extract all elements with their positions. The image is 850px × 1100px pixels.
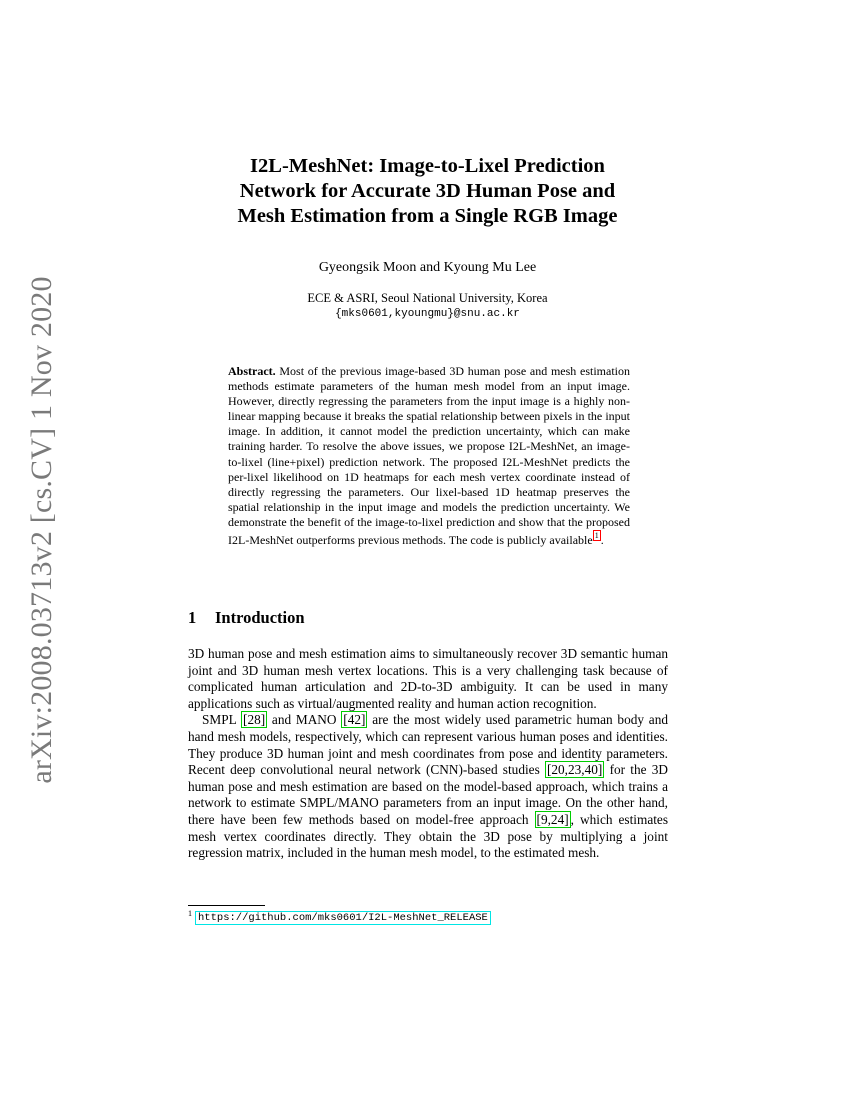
p2-text-4: for the 3D human pose and mesh estimation are based on the model-based approach, which trains a network to estimate SMPL/MANO parameters from an input image. On the other hand, there have been few methods based on model-free approach [188, 762, 668, 827]
abstract [228, 364, 630, 548]
affiliation: ECE & ASRI, Seoul National University, Korea [307, 291, 548, 305]
p2-text-5: , which estimates mesh vertex coordinates directly. They obtain the 3D pose by multiplying a joint regression matrix, included in the human mesh model, to the estimated mesh. [188, 811, 669, 861]
abstract-text: Most of the previous image-based 3D human pose and mesh estimation methods estimate parameters of the human mesh model from an input image. However, directly regressing the parameters from the input image is a highly non-linear mapping because it breaks the spatial relationship between pixels in the input image. In addition, it cannot model the prediction uncertainty, which can make training harder. To resolve the above issues, we propose I2L-MeshNet, an image-to-lixel (line+pixel) prediction network. The proposed I2L-MeshNet predicts the per-lixel likelihood on 1D heatmaps for each mesh vertex coordinate instead of directly regressing the parameters. Our lixel-based 1D heatmap preserves the spatial relationship in the input image and models the prediction uncertainty. We demonstrate the benefit of the image-to-lixel prediction and show that the proposed I2L-MeshNet outperforms previous methods. The code is publicly available [228, 364, 630, 548]
citation-link-42[interactable]: [42] [343, 712, 366, 728]
p2-text-3: are the most widely used parametric human body and hand mesh models, respectively, which can represent various human poses and identities. They produce 3D human joint and mesh coordinates from pose and identity parameters. Recent deep convolutional neural network (CNN)-based studies [188, 712, 668, 778]
section-title: Introduction [215, 608, 305, 627]
email: {mks0601,kyoungmu}@snu.ac.kr [335, 308, 520, 320]
footnote-url-link[interactable]: https://github.com/mks0601/I2L-MeshNet_RELEASE [195, 911, 491, 925]
affiliation-block [160, 290, 695, 322]
footnote-divider [188, 905, 265, 906]
section-heading [188, 608, 305, 628]
body-text [188, 646, 668, 862]
p2-text-1: SMPL [202, 712, 242, 728]
authors: Gyeongsik Moon and Kyoung Mu Lee [318, 260, 537, 275]
footnote [188, 909, 491, 924]
paragraph-2 [188, 712, 668, 861]
paragraph-1: 3D human pose and mesh estimation aims to simultaneously recover 3D semantic human joint and 3D human mesh vertex locations. This is a very challenging task because of complicated human articulation and 2D-to-3D ambiguity. It can be used in many applications such as virtual/augmented reality and human action recognition. [188, 646, 668, 711]
abstract-end: . [600, 533, 604, 548]
title-line-3: Mesh Estimation from a Single RGB Image [237, 205, 618, 227]
citation-link-28[interactable]: [28] [243, 712, 266, 728]
title-line-1: I2L-MeshNet: Image-to-Lixel Prediction [250, 155, 605, 177]
arxiv-id[interactable]: arXiv:2008.03713v2 [cs.CV] 1 Nov 2020 [25, 276, 58, 784]
citation-link-20-23-40[interactable]: [20,23,40] [546, 762, 603, 778]
arxiv-stamp [22, 276, 62, 784]
section-number: 1 [188, 608, 197, 627]
footnote-ref-link[interactable]: 1 [594, 531, 599, 541]
p2-text-2: and MANO [267, 712, 342, 728]
footnote-mark: 1 [188, 909, 192, 918]
title-line-2: Network for Accurate 3D Human Pose and [239, 180, 616, 202]
citation-link-9-24[interactable]: [9,24] [536, 811, 569, 827]
abstract-label: Abstract. [228, 364, 276, 378]
paper-title [160, 154, 695, 229]
